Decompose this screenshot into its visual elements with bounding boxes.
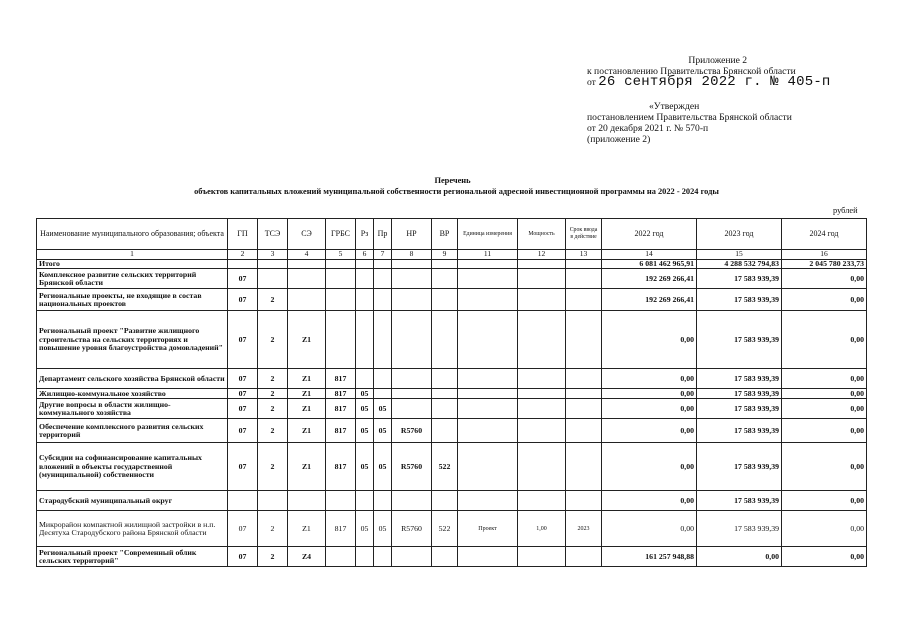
cell-nr: [392, 369, 432, 389]
column-number: 9: [432, 250, 458, 260]
cell-rz: [356, 311, 374, 369]
approval-line-4: (приложение 2): [587, 134, 651, 145]
cell-grbs: [326, 269, 356, 289]
cell-unit-measure: [458, 311, 518, 369]
cell-2023: 17 583 939,39: [697, 289, 782, 311]
row-name: Обеспечение комплексного развития сельских территорий: [37, 419, 228, 443]
cell-2022: 0,00: [602, 369, 697, 389]
cell-capacity: [518, 389, 566, 399]
document-title-line-2: объектов капитальных вложений муниципальной собственности региональной адресной инвестиционной программы на 2022 - 2024 годы: [194, 186, 719, 196]
cell-term: [566, 289, 602, 311]
col-header-capacity: Мощность: [518, 219, 566, 250]
row-name: Региональные проекты, не входящие в состав национальных проектов: [37, 289, 228, 311]
cell-pr: 05: [374, 511, 392, 547]
cell-unit-measure: [458, 260, 518, 269]
cell-2024: 0,00: [782, 443, 867, 491]
document-title: [0, 176, 905, 197]
cell-gp: 07: [228, 369, 258, 389]
column-number: 11: [458, 250, 518, 260]
cell-2022: 192 269 266,41: [602, 289, 697, 311]
row-name: Жилищно-коммунальное хозяйство: [37, 389, 228, 399]
cell-term: [566, 311, 602, 369]
cell-se: [288, 260, 326, 269]
column-number: 1: [37, 250, 228, 260]
cell-capacity: [518, 269, 566, 289]
cell-vr: [432, 491, 458, 511]
cell-vr: [432, 547, 458, 567]
row-name: Региональный проект "Современный облик сельских территорий": [37, 547, 228, 567]
cell-vr: [432, 369, 458, 389]
cell-grbs: [326, 260, 356, 269]
cell-grbs: 817: [326, 389, 356, 399]
cell-vr: [432, 399, 458, 419]
cell-term: [566, 547, 602, 567]
cell-2023: 17 583 939,39: [697, 511, 782, 547]
cell-grbs: [326, 311, 356, 369]
row-name: Субсидии на софинансирование капитальных вложений в объекты государственной (муниципальной) собственности: [37, 443, 228, 491]
col-header-2022: 2022 год: [602, 219, 697, 250]
column-number: 14: [602, 250, 697, 260]
cell-grbs: 817: [326, 399, 356, 419]
cell-capacity: [518, 369, 566, 389]
cell-tse: 2: [258, 289, 288, 311]
cell-se: Z1: [288, 389, 326, 399]
cell-grbs: 817: [326, 443, 356, 491]
row-name: Комплексное развитие сельских территорий Брянской области: [37, 269, 228, 289]
cell-unit-measure: [458, 399, 518, 419]
cell-2024: 0,00: [782, 547, 867, 567]
cell-se: [288, 269, 326, 289]
approval-line-3: от 20 декабря 2021 г. № 570-п: [587, 123, 709, 134]
cell-term: [566, 369, 602, 389]
cell-2022: 161 257 948,88: [602, 547, 697, 567]
cell-2024: 0,00: [782, 419, 867, 443]
cell-nr: [392, 389, 432, 399]
table-row: [37, 369, 867, 389]
cell-tse: 2: [258, 443, 288, 491]
cell-pr: [374, 369, 392, 389]
cell-term: [566, 260, 602, 269]
cell-unit-measure: Проект: [458, 511, 518, 547]
cell-rz: [356, 369, 374, 389]
cell-pr: 05: [374, 419, 392, 443]
cell-se: Z4: [288, 547, 326, 567]
cell-term: 2023: [566, 511, 602, 547]
cell-rz: 05: [356, 443, 374, 491]
decree-date-number: 26 сентября 2022 г. № 405-п: [598, 74, 831, 90]
cell-tse: 2: [258, 311, 288, 369]
cell-pr: [374, 269, 392, 289]
cell-gp: 07: [228, 399, 258, 419]
cell-2023: 17 583 939,39: [697, 369, 782, 389]
cell-capacity: [518, 547, 566, 567]
table-row: [37, 511, 867, 547]
cell-2022: 6 081 462 965,91: [602, 260, 697, 269]
cell-2023: 17 583 939,39: [697, 269, 782, 289]
cell-rz: [356, 547, 374, 567]
cell-capacity: [518, 491, 566, 511]
cell-pr: [374, 547, 392, 567]
col-header-2023: 2023 год: [697, 219, 782, 250]
cell-2023: 17 583 939,39: [697, 311, 782, 369]
cell-gp: 07: [228, 289, 258, 311]
cell-term: [566, 389, 602, 399]
table-row: [37, 443, 867, 491]
cell-gp: 07: [228, 311, 258, 369]
cell-grbs: [326, 491, 356, 511]
cell-pr: 05: [374, 399, 392, 419]
cell-grbs: 817: [326, 369, 356, 389]
cell-rz: 05: [356, 419, 374, 443]
col-header-2024: 2024 год: [782, 219, 867, 250]
cell-2022: 0,00: [602, 491, 697, 511]
cell-capacity: 1,00: [518, 511, 566, 547]
cell-2024: 0,00: [782, 311, 867, 369]
cell-rz: 05: [356, 399, 374, 419]
column-number: 2: [228, 250, 258, 260]
cell-vr: [432, 269, 458, 289]
cell-capacity: [518, 260, 566, 269]
cell-rz: 05: [356, 389, 374, 399]
cell-nr: [392, 399, 432, 419]
col-header-name: Наименование муниципального образования; объекта: [37, 219, 228, 250]
col-header-rz: Рз: [356, 219, 374, 250]
cell-nr: R5760: [392, 443, 432, 491]
cell-se: Z1: [288, 399, 326, 419]
table-row: [37, 399, 867, 419]
cell-pr: [374, 260, 392, 269]
cell-unit-measure: [458, 443, 518, 491]
cell-2024: 0,00: [782, 491, 867, 511]
row-name: Департамент сельского хозяйства Брянской области: [37, 369, 228, 389]
cell-rz: 05: [356, 511, 374, 547]
cell-term: [566, 419, 602, 443]
cell-se: Z1: [288, 511, 326, 547]
cell-vr: [432, 389, 458, 399]
column-number: 5: [326, 250, 356, 260]
cell-nr: [392, 491, 432, 511]
cell-gp: 07: [228, 389, 258, 399]
cell-vr: [432, 311, 458, 369]
cell-se: Z1: [288, 443, 326, 491]
decree-prefix: от: [587, 77, 596, 88]
cell-pr: [374, 491, 392, 511]
cell-pr: [374, 389, 392, 399]
cell-2022: 192 269 266,41: [602, 269, 697, 289]
cell-gp: [228, 491, 258, 511]
cell-tse: 2: [258, 369, 288, 389]
cell-nr: R5760: [392, 419, 432, 443]
cell-2023: 17 583 939,39: [697, 419, 782, 443]
col-header-tse: ТСЭ: [258, 219, 288, 250]
cell-gp: 07: [228, 419, 258, 443]
cell-2024: 0,00: [782, 269, 867, 289]
cell-capacity: [518, 419, 566, 443]
table-row: [37, 269, 867, 289]
col-header-vr: ВР: [432, 219, 458, 250]
column-number: 8: [392, 250, 432, 260]
appendix-title: Приложение 2: [688, 55, 748, 66]
cell-se: Z1: [288, 311, 326, 369]
table-row: [37, 311, 867, 369]
cell-2023: 17 583 939,39: [697, 491, 782, 511]
row-name: Региональный проект "Развитие жилищного строительства на сельских территориях и повышение уровня благоустройства домовладений": [37, 311, 228, 369]
cell-2022: 0,00: [602, 311, 697, 369]
row-name: Другие вопросы в области жилищно-коммунального хозяйства: [37, 399, 228, 419]
approval-block: [587, 101, 792, 145]
cell-tse: 2: [258, 399, 288, 419]
cell-2024: 0,00: [782, 289, 867, 311]
cell-unit-measure: [458, 389, 518, 399]
table-row: [37, 491, 867, 511]
cell-2022: 0,00: [602, 389, 697, 399]
cell-gp: 07: [228, 511, 258, 547]
cell-nr: [392, 260, 432, 269]
cell-unit-measure: [458, 547, 518, 567]
cell-term: [566, 399, 602, 419]
appendix-to-decree: к постановлению Правительства Брянской области: [587, 66, 796, 77]
cell-nr: [392, 311, 432, 369]
cell-capacity: [518, 289, 566, 311]
cell-rz: [356, 289, 374, 311]
cell-nr: R5760: [392, 511, 432, 547]
column-number: 15: [697, 250, 782, 260]
cell-capacity: [518, 443, 566, 491]
cell-gp: [228, 260, 258, 269]
row-name: Микрорайон компактной жилищной застройки в н.п. Десятуха Стародубского района Брянской области: [37, 511, 228, 547]
document-title-line-1: Перечень: [434, 176, 471, 185]
cell-grbs: [326, 289, 356, 311]
approval-line-2: постановлением Правительства Брянской области: [587, 112, 792, 123]
cell-se: Z1: [288, 369, 326, 389]
column-number: 3: [258, 250, 288, 260]
cell-vr: [432, 289, 458, 311]
table-header-row: [37, 219, 867, 250]
cell-gp: 07: [228, 269, 258, 289]
column-number: 13: [566, 250, 602, 260]
cell-nr: [392, 289, 432, 311]
cell-unit-measure: [458, 269, 518, 289]
cell-2024: 0,00: [782, 511, 867, 547]
cell-vr: [432, 419, 458, 443]
row-name: Итого: [37, 260, 228, 269]
cell-tse: [258, 260, 288, 269]
currency-unit: рублей: [833, 206, 858, 215]
cell-unit-measure: [458, 491, 518, 511]
cell-rz: [356, 269, 374, 289]
column-number: 6: [356, 250, 374, 260]
cell-grbs: 817: [326, 511, 356, 547]
cell-capacity: [518, 399, 566, 419]
cell-grbs: [326, 547, 356, 567]
cell-rz: [356, 491, 374, 511]
cell-pr: [374, 289, 392, 311]
column-number: 7: [374, 250, 392, 260]
col-header-gp: ГП: [228, 219, 258, 250]
cell-tse: 2: [258, 419, 288, 443]
column-numbers-row: [37, 250, 867, 260]
cell-unit-measure: [458, 289, 518, 311]
cell-grbs: 817: [326, 419, 356, 443]
cell-tse: 2: [258, 547, 288, 567]
cell-2024: 0,00: [782, 389, 867, 399]
investment-objects-table: [36, 218, 867, 567]
cell-tse: 2: [258, 511, 288, 547]
cell-2023: 17 583 939,39: [697, 443, 782, 491]
table-row: [37, 547, 867, 567]
cell-unit-measure: [458, 419, 518, 443]
cell-tse: [258, 269, 288, 289]
col-header-term: Срок ввода в действие: [566, 219, 602, 250]
cell-2022: 0,00: [602, 443, 697, 491]
cell-2023: 4 288 532 794,83: [697, 260, 782, 269]
cell-vr: [432, 260, 458, 269]
cell-vr: 522: [432, 443, 458, 491]
cell-2022: 0,00: [602, 511, 697, 547]
cell-vr: 522: [432, 511, 458, 547]
col-header-unit-measure: Единица измерения: [458, 219, 518, 250]
cell-2022: 0,00: [602, 419, 697, 443]
cell-2024: 2 045 780 233,73: [782, 260, 867, 269]
cell-2024: 0,00: [782, 369, 867, 389]
cell-gp: 07: [228, 547, 258, 567]
column-number: 4: [288, 250, 326, 260]
table-row: [37, 289, 867, 311]
col-header-grbs: ГРБС: [326, 219, 356, 250]
table-row-total: [37, 260, 867, 269]
cell-term: [566, 491, 602, 511]
cell-2023: 0,00: [697, 547, 782, 567]
col-header-nr: НР: [392, 219, 432, 250]
cell-2024: 0,00: [782, 399, 867, 419]
cell-tse: 2: [258, 389, 288, 399]
cell-nr: [392, 269, 432, 289]
cell-unit-measure: [458, 369, 518, 389]
table-row: [37, 419, 867, 443]
approval-line-1: «Утвержден: [649, 101, 700, 112]
col-header-se: СЭ: [288, 219, 326, 250]
cell-gp: 07: [228, 443, 258, 491]
cell-2023: 17 583 939,39: [697, 389, 782, 399]
cell-term: [566, 443, 602, 491]
cell-nr: [392, 547, 432, 567]
cell-rz: [356, 260, 374, 269]
column-number: 12: [518, 250, 566, 260]
col-header-pr: Пр: [374, 219, 392, 250]
table-row: [37, 389, 867, 399]
row-name: Стародубский муниципальный округ: [37, 491, 228, 511]
decree-reference: [587, 74, 831, 90]
cell-2023: 17 583 939,39: [697, 399, 782, 419]
cell-pr: [374, 311, 392, 369]
cell-term: [566, 269, 602, 289]
cell-se: [288, 491, 326, 511]
cell-capacity: [518, 311, 566, 369]
column-number: 16: [782, 250, 867, 260]
cell-se: [288, 289, 326, 311]
appendix-header: [587, 55, 831, 88]
cell-2022: 0,00: [602, 399, 697, 419]
cell-tse: [258, 491, 288, 511]
cell-se: Z1: [288, 419, 326, 443]
cell-pr: 05: [374, 443, 392, 491]
